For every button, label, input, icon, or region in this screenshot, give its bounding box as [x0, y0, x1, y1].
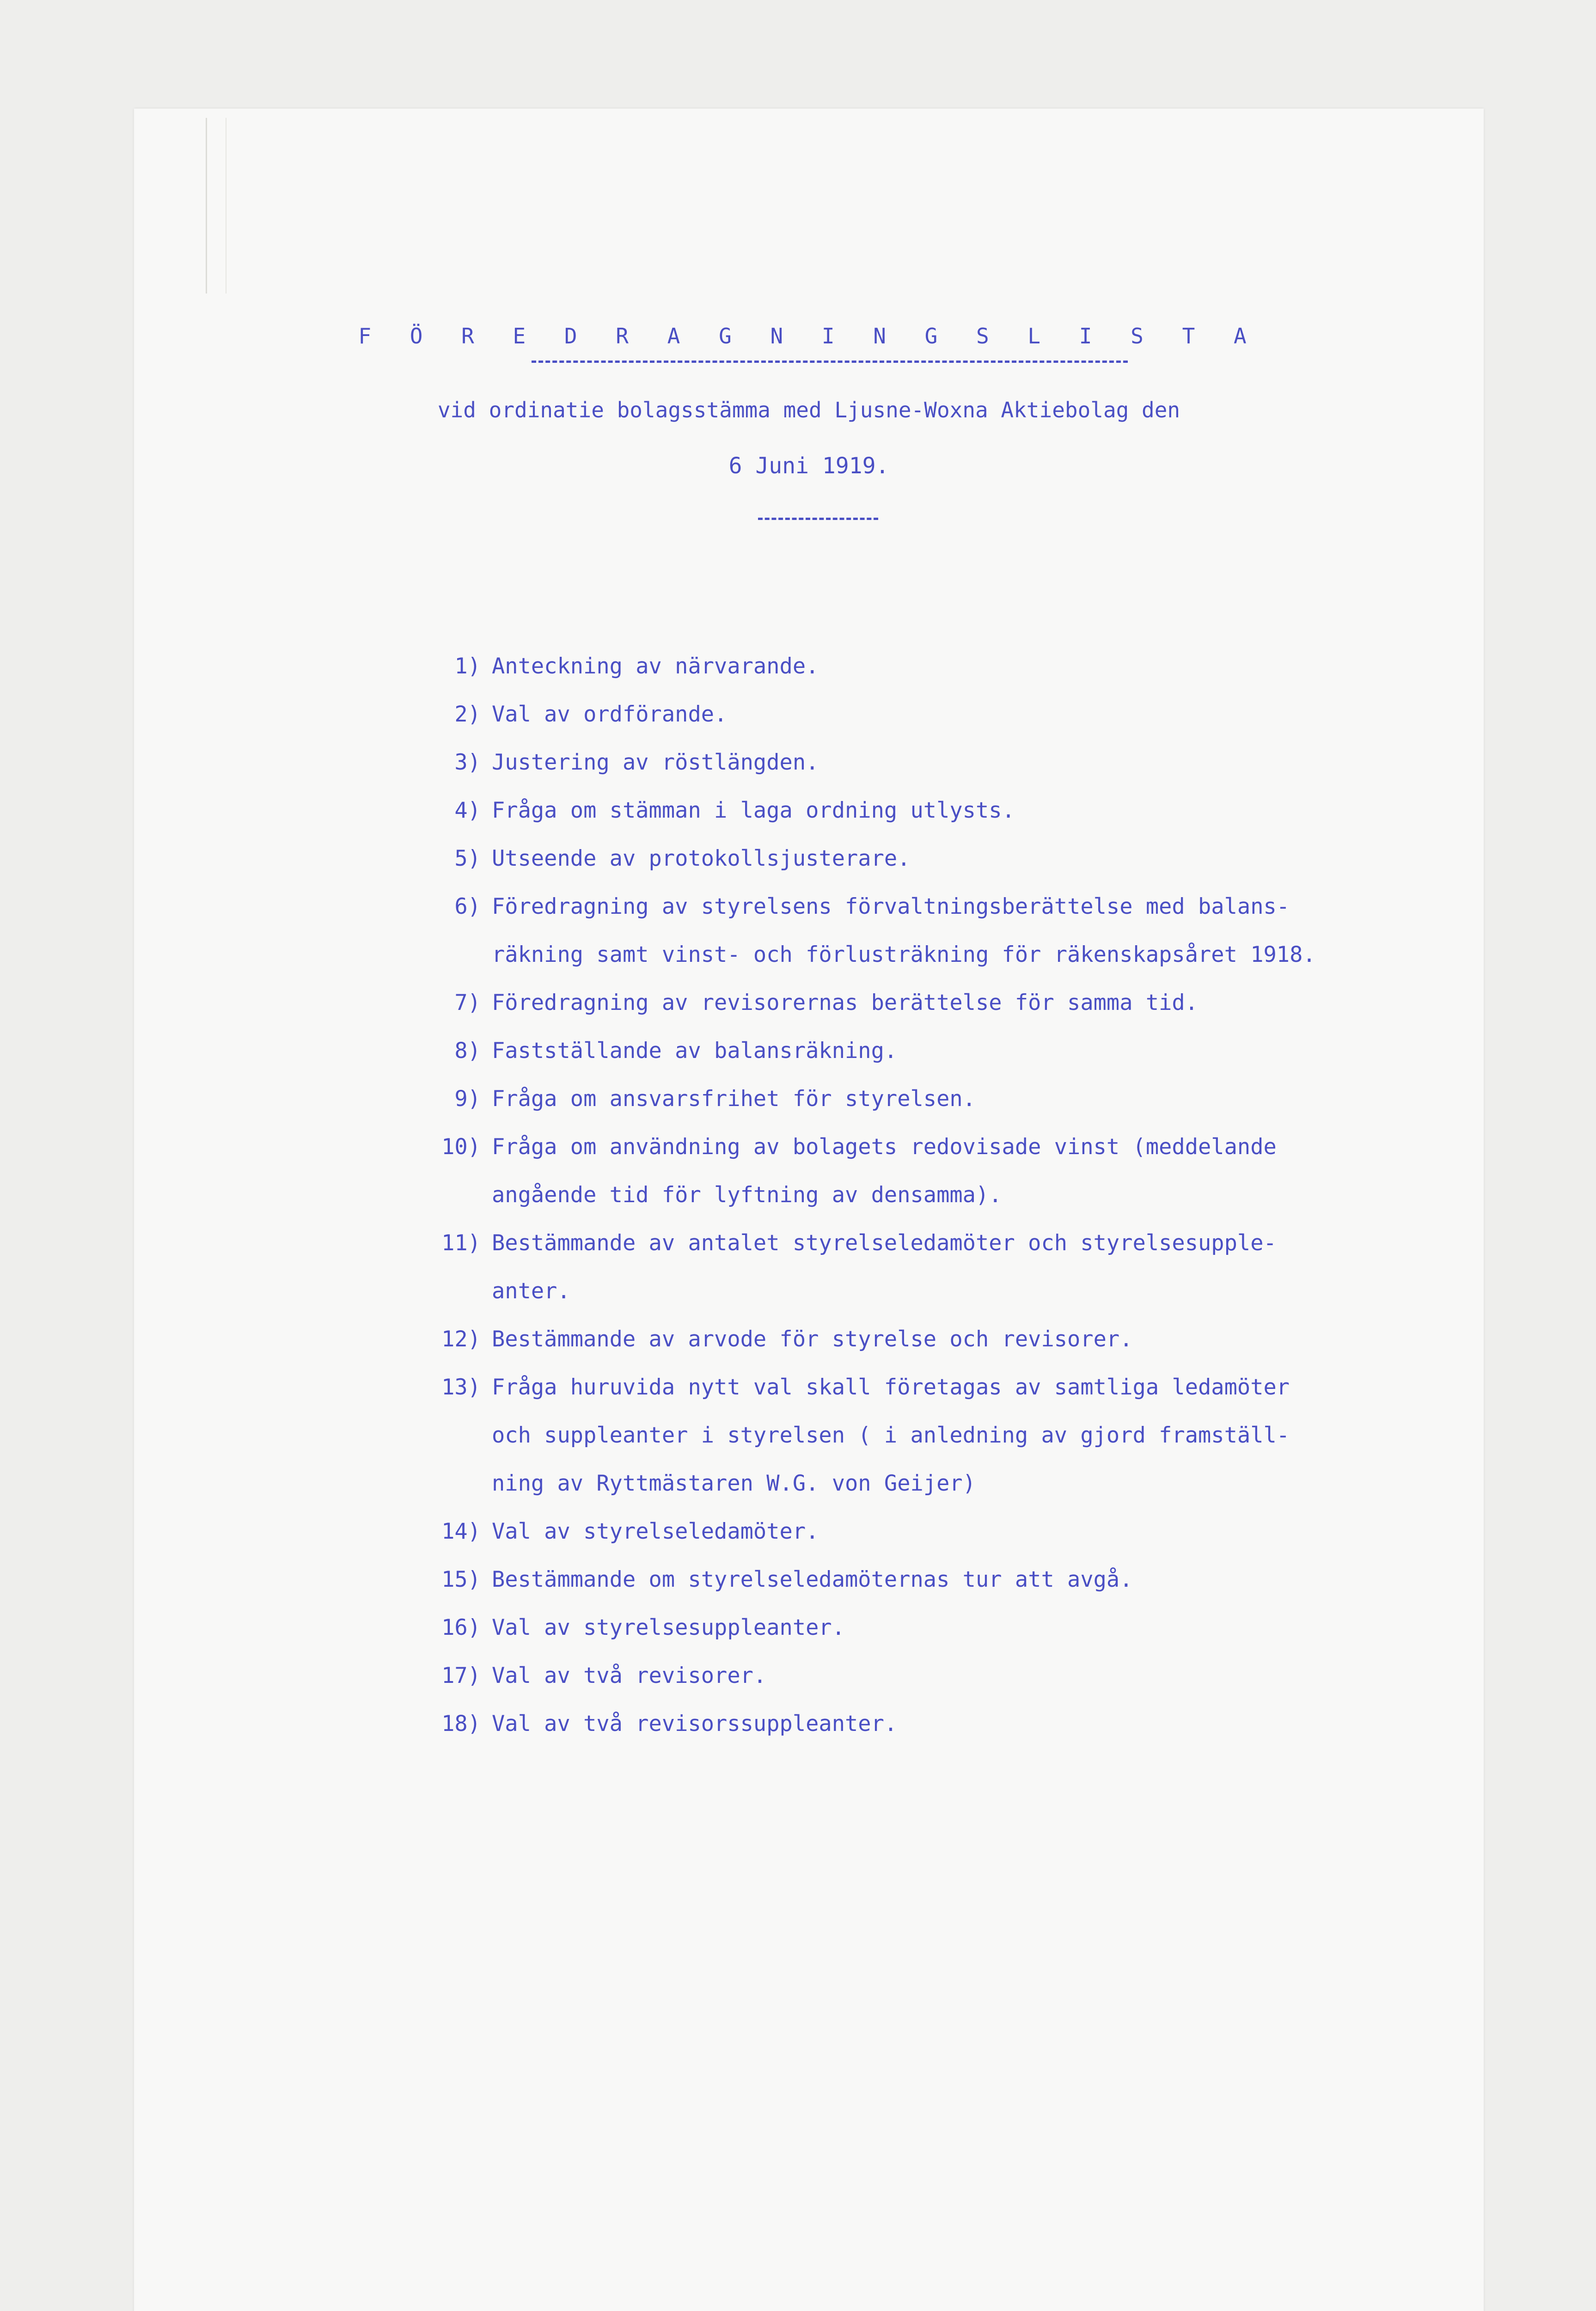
- agenda-item-continuation: [421, 1460, 1484, 1508]
- agenda-item: [421, 1123, 1484, 1171]
- agenda-item: [421, 1604, 1484, 1652]
- agenda-item-text: räkning samt vinst- och förlusträkning för räkenskapsåret 1918.: [492, 942, 1316, 967]
- agenda-item-number: 11): [441, 1230, 481, 1256]
- agenda-item: [421, 1556, 1484, 1604]
- agenda-item-continuation: [421, 931, 1484, 979]
- agenda-item-text: Föredragning av styrelsens förvaltningsberättelse med balans-: [492, 894, 1290, 919]
- agenda-item-text: Val av styrelsesuppleanter.: [492, 1615, 845, 1640]
- agenda-item: [421, 787, 1484, 835]
- agenda-item-continuation: [421, 1412, 1484, 1460]
- agenda-item-text: Föredragning av revisorernas berättelse för samma tid.: [492, 990, 1199, 1015]
- agenda-item-number: 15): [441, 1567, 481, 1592]
- agenda-item-text: Fråga om ansvarsfrihet för styrelsen.: [492, 1086, 976, 1112]
- agenda-item-text: Bestämmande av arvode för styrelse och revisorer.: [492, 1327, 1133, 1352]
- agenda-item-text: och suppleanter i styrelsen ( i anledning av gjord framställ-: [492, 1423, 1290, 1448]
- document-subtitle: vid ordinatie bolagsstämma med Ljusne-Woxna Aktiebolag den: [437, 397, 1180, 422]
- agenda-item-number: 1): [454, 654, 481, 679]
- agenda-item: [421, 979, 1484, 1027]
- agenda-item-number: 10): [441, 1134, 481, 1160]
- agenda-item-continuation: [421, 1171, 1484, 1219]
- agenda-item: [421, 642, 1484, 691]
- agenda-item: [421, 1363, 1484, 1412]
- agenda-item-number: 4): [454, 798, 481, 823]
- agenda-item-text: Fråga om användning av bolagets redovisade vinst (meddelande: [492, 1134, 1277, 1160]
- agenda-item-number: 16): [441, 1615, 481, 1640]
- agenda-item-text: ning av Ryttmästaren W.G. von Geijer): [492, 1471, 976, 1496]
- title-underline: [532, 361, 1128, 363]
- agenda-list: [421, 642, 1484, 1748]
- agenda-item: [421, 739, 1484, 787]
- document-date: 6 Juni 1919.: [728, 453, 889, 479]
- agenda-item-number: 9): [454, 1086, 481, 1112]
- agenda-item: [421, 691, 1484, 739]
- agenda-item-number: 18): [441, 1711, 481, 1736]
- agenda-item-text: Fastställande av balansräkning.: [492, 1038, 898, 1064]
- agenda-item: [421, 1027, 1484, 1075]
- document-title: F Ö R E D R A G N I N G S L I S T A: [358, 324, 1260, 348]
- agenda-item-text: Fråga huruvida nytt val skall företagas av samtliga ledamöter: [492, 1375, 1290, 1400]
- section-divider: [758, 518, 878, 520]
- agenda-item: [421, 1315, 1484, 1363]
- agenda-item-number: 13): [441, 1375, 481, 1400]
- agenda-item-number: 14): [441, 1519, 481, 1544]
- agenda-item: [421, 883, 1484, 931]
- agenda-item-text: anter.: [492, 1278, 570, 1304]
- agenda-item-number: 7): [454, 990, 481, 1015]
- agenda-item: [421, 1508, 1484, 1556]
- agenda-item-number: 12): [441, 1327, 481, 1352]
- agenda-item-text: Utseende av protokollsjusterare.: [492, 846, 911, 871]
- agenda-item-number: 2): [454, 702, 481, 727]
- agenda-item-text: angående tid för lyftning av densamma).: [492, 1182, 1002, 1208]
- agenda-item: [421, 1700, 1484, 1748]
- agenda-item-continuation: [421, 1267, 1484, 1315]
- paper-fold-mark: [206, 118, 226, 293]
- agenda-item-text: Anteckning av närvarande.: [492, 654, 819, 679]
- agenda-item-text: Bestämmande av antalet styrelseledamöter och styrelsesupple-: [492, 1230, 1277, 1256]
- agenda-item: [421, 1075, 1484, 1123]
- agenda-item-number: 6): [454, 894, 481, 919]
- agenda-item-text: Justering av röstlängden.: [492, 750, 819, 775]
- agenda-item-number: 17): [441, 1663, 481, 1688]
- agenda-item-text: Val av två revisorer.: [492, 1663, 767, 1688]
- agenda-item-number: 8): [454, 1038, 481, 1064]
- agenda-item-number: 3): [454, 750, 481, 775]
- agenda-item-text: Val av ordförande.: [492, 702, 728, 727]
- agenda-item-text: Val av styrelseledamöter.: [492, 1519, 819, 1544]
- agenda-item: [421, 1219, 1484, 1267]
- agenda-item-text: Bestämmande om styrelseledamöternas tur att avgå.: [492, 1567, 1133, 1592]
- agenda-item: [421, 835, 1484, 883]
- agenda-item: [421, 1652, 1484, 1700]
- agenda-item-text: Fråga om stämman i laga ordning utlysts.: [492, 798, 1015, 823]
- agenda-item-text: Val av två revisorssuppleanter.: [492, 1711, 898, 1736]
- document-page: [134, 109, 1484, 2311]
- agenda-item-number: 5): [454, 846, 481, 871]
